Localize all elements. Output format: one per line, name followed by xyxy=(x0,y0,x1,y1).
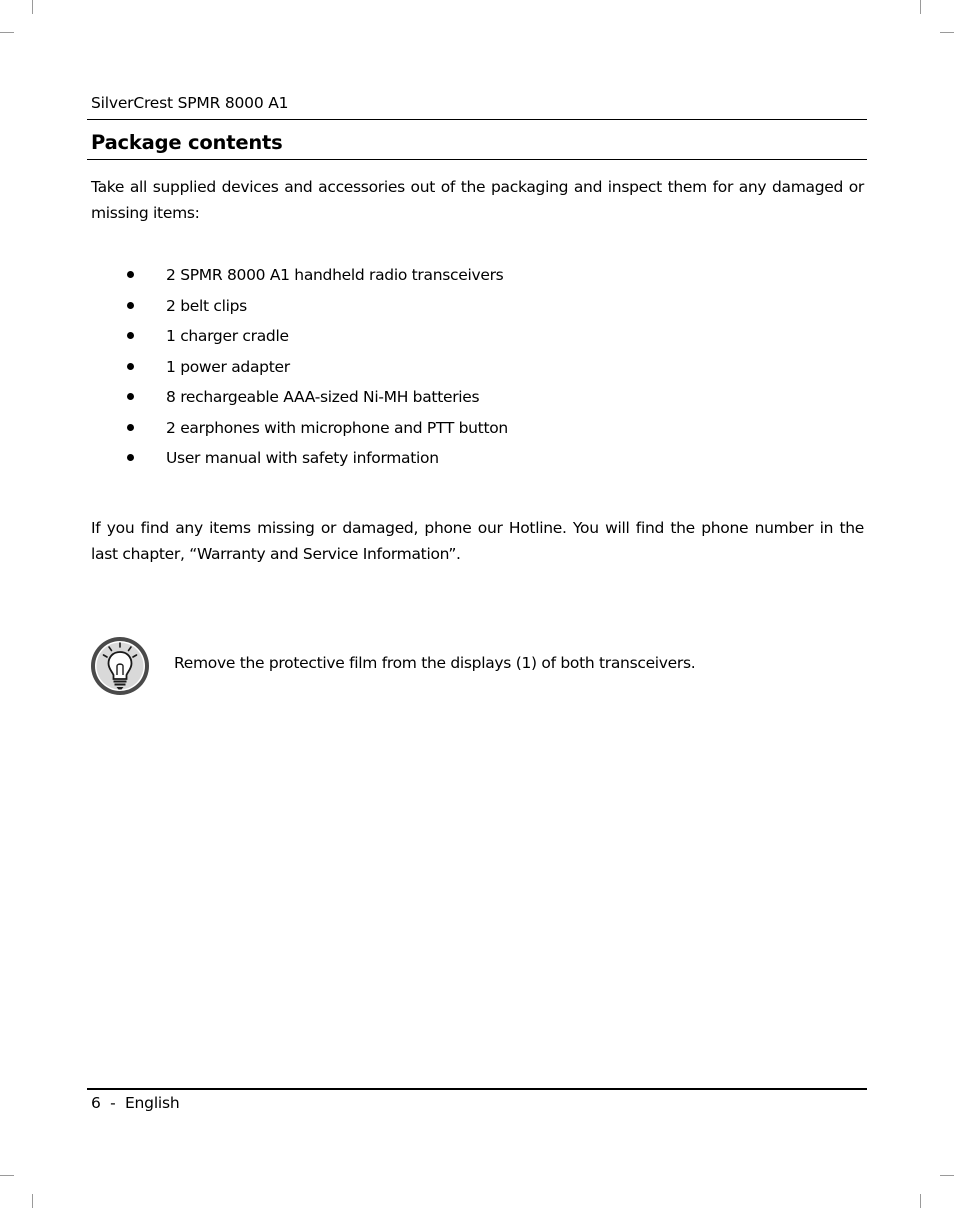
crop-mark xyxy=(940,32,954,33)
bullet-icon xyxy=(127,393,134,400)
page-number: 6 - English xyxy=(91,1094,180,1112)
tip-text: Remove the protective film from the displays (1) of both transceivers. xyxy=(174,654,696,672)
bullet-icon xyxy=(127,454,134,461)
running-header: SilverCrest SPMR 8000 A1 xyxy=(91,94,289,112)
missing-items-paragraph: If you find any items missing or damaged, phone our Hotline. You will find the phone number in the last chapter, “Warranty and Service Information”. xyxy=(91,519,864,563)
bullet-icon xyxy=(127,302,134,309)
crop-mark xyxy=(32,0,33,14)
crop-mark xyxy=(0,32,14,33)
bullet-icon xyxy=(127,332,134,339)
crop-mark xyxy=(32,1194,33,1208)
crop-mark xyxy=(0,1175,14,1176)
list-item-text: User manual with safety information xyxy=(166,449,439,467)
crop-mark xyxy=(940,1175,954,1176)
bullet-icon xyxy=(127,271,134,278)
bullet-icon xyxy=(127,363,134,370)
list-item-text: 2 belt clips xyxy=(166,296,247,315)
section-rule xyxy=(87,159,867,160)
intro-paragraph: Take all supplied devices and accessories out of the packaging and inspect them for any damaged or missing items: xyxy=(91,178,864,222)
header-rule xyxy=(87,119,867,120)
section-title: Package contents xyxy=(91,131,283,154)
lightbulb-icon xyxy=(88,634,152,698)
crop-mark xyxy=(920,0,921,14)
footer-rule xyxy=(87,1088,867,1090)
list-item-text: 1 charger cradle xyxy=(166,327,289,345)
list-item-text: 8 rechargeable AAA-sized Ni-MH batteries xyxy=(166,388,480,406)
list-item-text: 2 SPMR 8000 A1 handheld radio transceivers xyxy=(166,266,504,284)
bullet-icon xyxy=(127,424,134,431)
list-item-text: 2 earphones with microphone and PTT button xyxy=(166,418,508,437)
list-item-text: 1 power adapter xyxy=(166,357,290,376)
crop-mark xyxy=(920,1194,921,1208)
